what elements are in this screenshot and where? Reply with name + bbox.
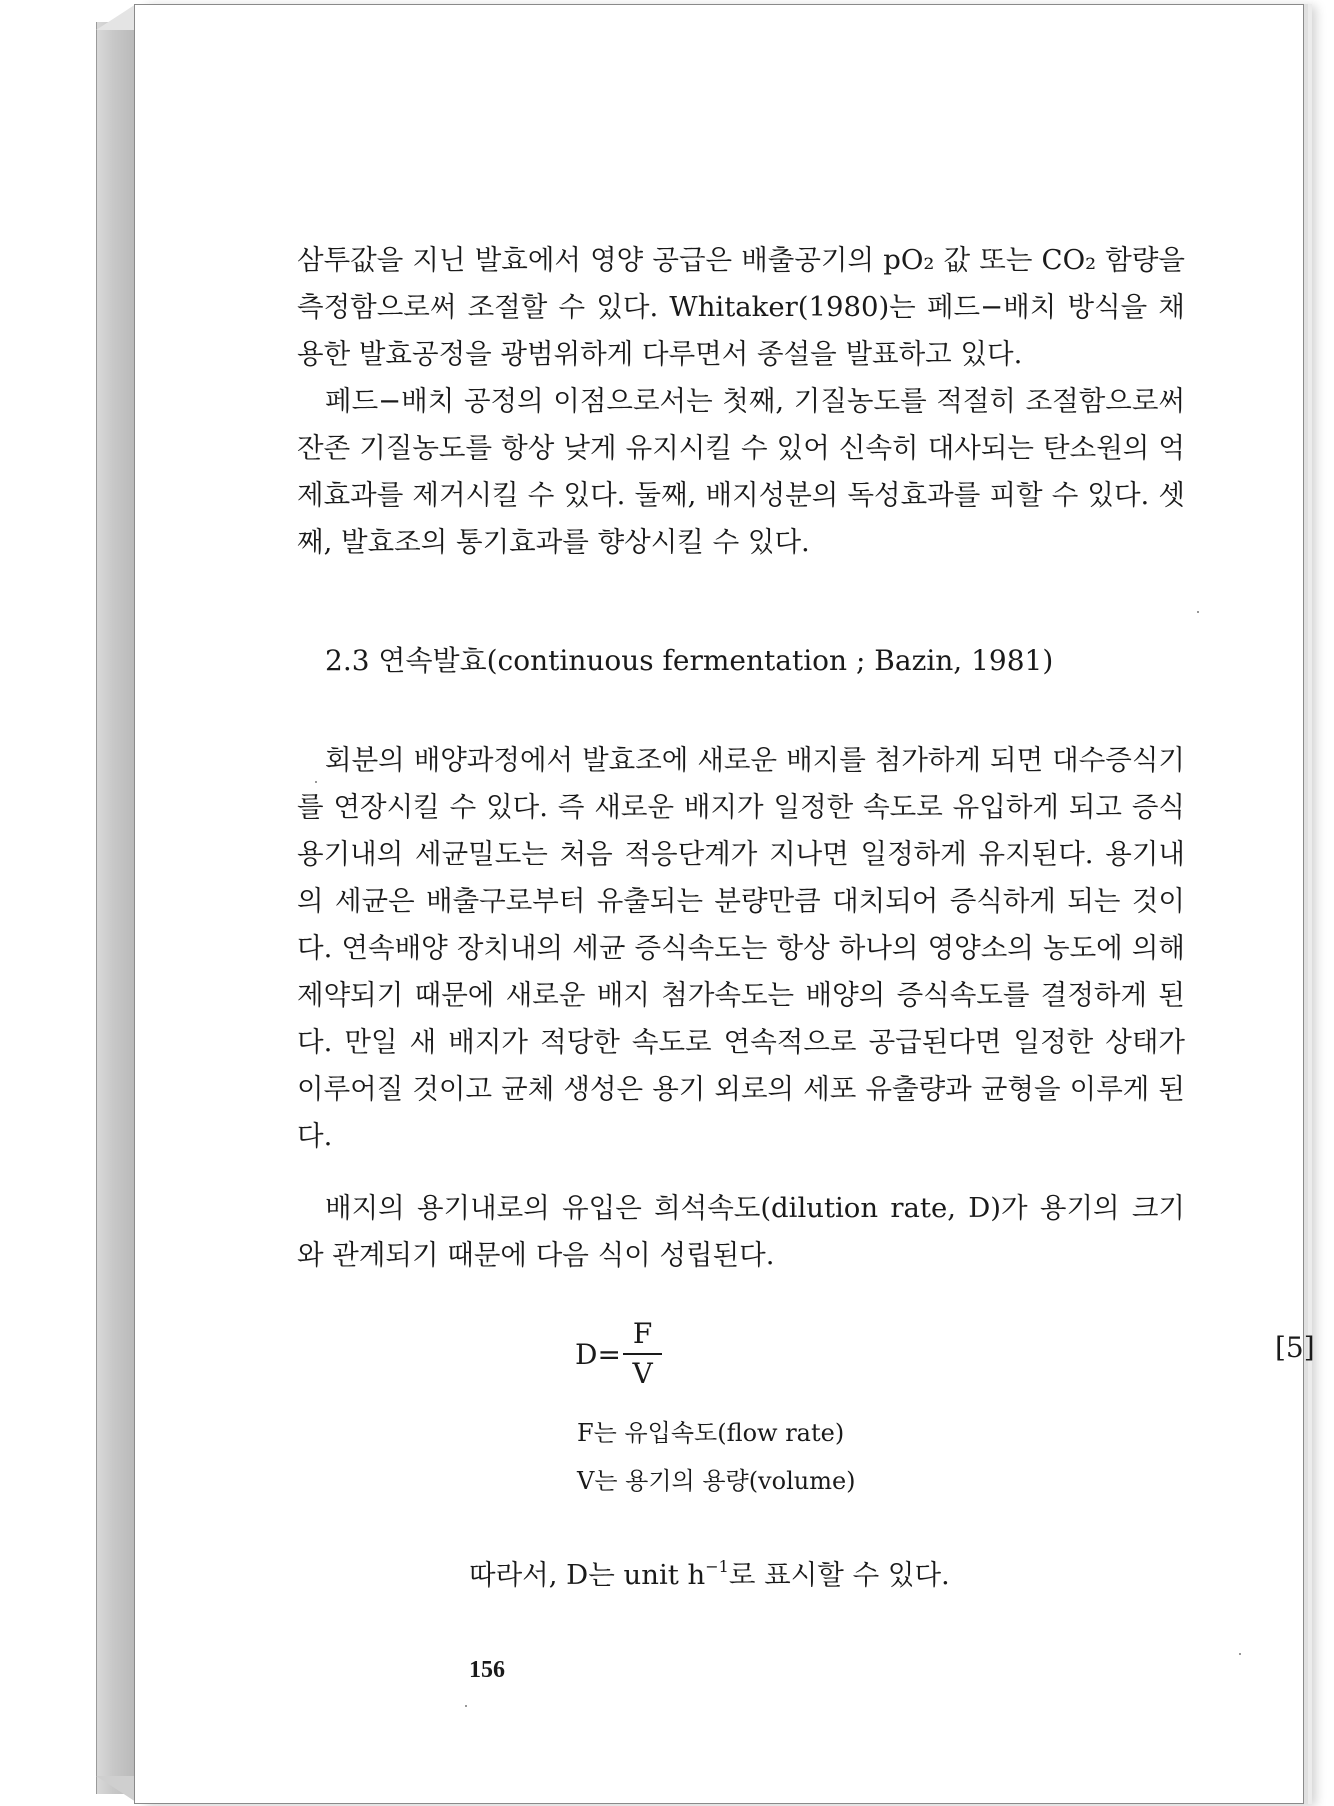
conclusion-superscript: −1 [705,1557,729,1576]
scan-speck [1197,611,1199,613]
top-text-block [297,237,1185,566]
equation-fraction [623,1317,662,1391]
book [96,4,1315,1802]
equation-5 [575,1317,662,1391]
section-body [297,737,1185,1160]
equation-definitions [577,1409,856,1505]
page-number: 156 [469,1657,505,1683]
equation-lhs: D= [575,1337,621,1371]
equation-numerator: F [623,1317,662,1355]
book-spine-top [96,4,136,30]
book-spine [96,22,137,1794]
section-body-2 [297,1185,1185,1279]
paragraph-2: 페드−배치 공정의 이점으로서는 첫째, 기질농도를 적절히 조절함으로써 잔존 기질농도를 항상 낮게 유지시킬 수 있어 신속히 대사되는 탄소원의 억제효과를 제거시킬 수 있다. 둘째, 배지성분의 독성효과를 피할 수 있다. 셋째, 발효조의 통기효과를 향상시킬 수 있다. [297,385,1185,558]
conclusion-line [469,1555,950,1595]
scan-speck [1239,1653,1241,1655]
conclusion-text-after: 로 표시할 수 있다. [728,1559,950,1591]
section-heading: 2.3 연속발효(continuous fermentation ; Bazin, 1981) [325,644,1054,677]
paragraph-3: 회분의 배양과정에서 발효조에 새로운 배지를 첨가하게 되면 대수증식기를 연장시킬 수 있다. 즉 새로운 배지가 일정한 속도로 유입하게 되고 증식용기내의 세균밀도는 처음 적응단계가 지나면 일정하게 유지된다. 용기내의 세균은 배출구로부터 유출되는 분량만큼 대치되어 증식하게 되는 것이다. 연속배양 장치내의 세균 증식속도는 항상 하나의 영양소의 농도에 의해 제약되기 때문에 새로운 배지 첨가속도는 배양의 증식속도를 결정하게 된다. 만일 새 배지가 적당한 속도로 연속적으로 공급된다면 일정한 상태가 이루어질 것이고 균체 생성은 용기 외로의 세포 유출량과 균형을 이루게 된다. [297,744,1186,1152]
scan-speck [315,781,317,783]
paragraph-1: 삼투값을 지닌 발효에서 영양 공급은 배출공기의 pO₂ 값 또는 CO₂ 함량을 측정함으로써 조절할 수 있다. Whitaker(1980)는 페드−배치 방식을 채용한 발효공정을 광범위하게 다루면서 종설을 발표하고 있다. [297,244,1185,370]
equation-number: [5] [1275,1331,1315,1364]
conclusion-text-before: 따라서, D는 unit h [469,1559,706,1591]
book-page [134,4,1315,1804]
paragraph-4: 배지의 용기내로의 유입은 희석속도(dilution rate, D)가 용기의 크기와 관계되기 때문에 다음 식이 성립된다. [297,1192,1185,1271]
definition-f: F는 유입속도(flow rate) [577,1419,845,1447]
scan-speck [465,1705,467,1707]
equation-denominator: V [632,1357,653,1390]
definition-v: V는 용기의 용량(volume) [577,1467,856,1495]
